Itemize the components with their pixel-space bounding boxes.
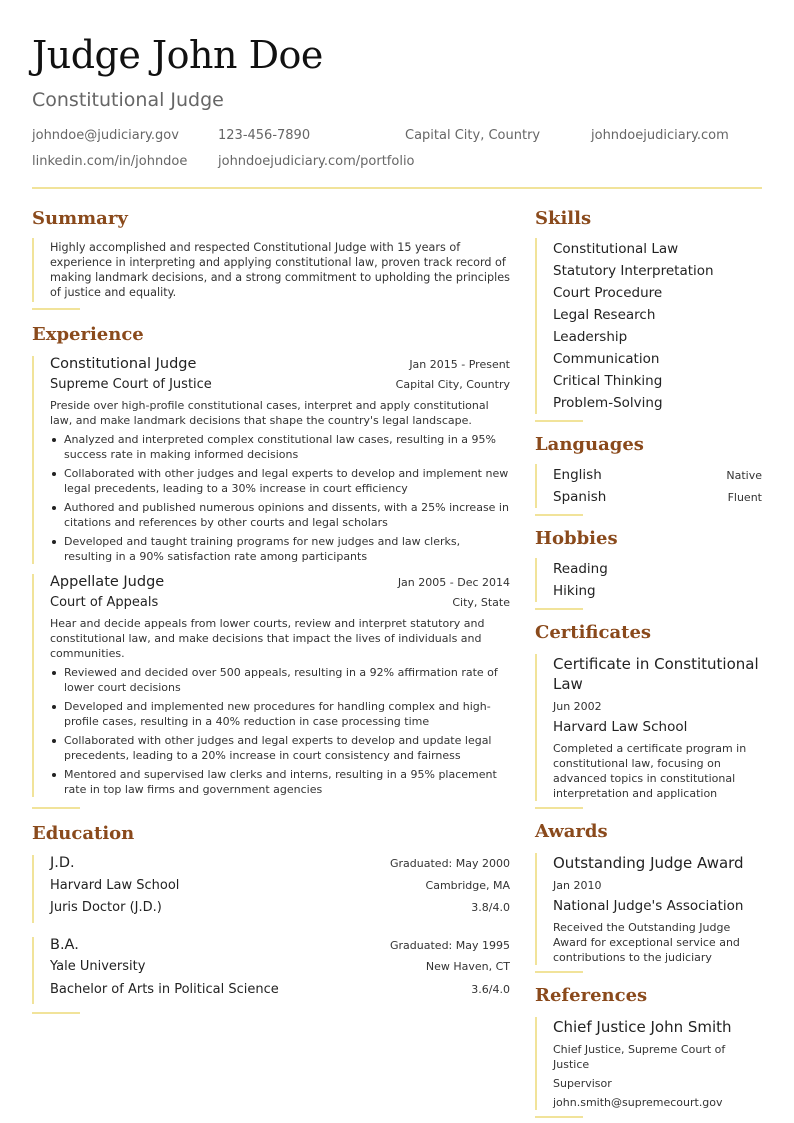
phone-number: 123-456-7890 xyxy=(218,128,311,143)
job-entry xyxy=(32,356,510,564)
references-section xyxy=(535,983,762,1123)
section-divider xyxy=(32,1012,80,1014)
skill-item: Statutory Interpretation xyxy=(553,263,714,279)
references-heading: References xyxy=(535,985,648,1006)
degree-abbr: J.D. xyxy=(50,855,75,871)
certificate-entry xyxy=(535,654,762,801)
job-company: Supreme Court of Justice xyxy=(50,377,212,392)
school-name: Yale University xyxy=(50,959,146,974)
job-date: Jan 2015 - Present xyxy=(409,358,510,371)
experience-heading: Experience xyxy=(32,324,144,345)
language-name: English xyxy=(553,467,602,483)
skill-item: Leadership xyxy=(553,329,628,345)
reference-name: Chief Justice John Smith xyxy=(553,1018,732,1036)
section-divider xyxy=(535,971,583,973)
education-entry xyxy=(32,937,510,1005)
language-name: Spanish xyxy=(553,489,607,505)
summary-section xyxy=(32,206,510,310)
education-entry xyxy=(32,855,510,923)
certificate-date: Jun 2002 xyxy=(553,700,602,713)
languages-heading: Languages xyxy=(535,434,644,455)
language-item xyxy=(553,464,762,486)
header-divider xyxy=(32,187,762,189)
award-description: Received the Outstanding Judge Award for exceptional service and contributions to the judiciary xyxy=(553,921,740,964)
hobbies-heading: Hobbies xyxy=(535,528,618,549)
hobbies-list xyxy=(535,558,762,602)
awards-section xyxy=(535,819,762,973)
skills-section xyxy=(535,206,762,422)
contact-info xyxy=(32,128,762,180)
award-issuer: National Judge's Association xyxy=(553,898,744,914)
summary-heading: Summary xyxy=(32,208,128,229)
job-title: Appellate Judge xyxy=(50,574,165,590)
graduation-date: Graduated: May 2000 xyxy=(390,857,510,870)
reference-entry xyxy=(535,1017,762,1110)
degree-field: Juris Doctor (J.D.) xyxy=(50,900,162,915)
achievement-item: Developed and taught training programs for new judges and law clerks, resulting in a 90% satisfaction rate among participants xyxy=(50,534,510,564)
degree-abbr: B.A. xyxy=(50,936,79,953)
section-divider xyxy=(535,608,583,610)
contact-row xyxy=(32,154,762,180)
section-divider xyxy=(535,514,583,516)
certificate-description: Completed a certificate program in constitutional law, focusing on advanced topics in constitutional interpretation and application xyxy=(553,742,747,800)
award-entry xyxy=(535,853,762,965)
achievement-item: Analyzed and interpreted complex constitutional law cases, resulting in a 95% success rate in making informed decisions xyxy=(50,432,510,462)
summary-text: Highly accomplished and respected Constitutional Judge with 15 years of experience in interpreting and applying constitutional law, proven track record of making landmark decisions, and a strong commitment to upholding the principles of justice and equality. xyxy=(50,241,510,299)
experience-section xyxy=(32,322,510,809)
skill-item: Constitutional Law xyxy=(553,241,679,257)
achievement-item: Authored and published numerous opinions and dissents, with a 25% increase in citations and references by other courts and legal scholars xyxy=(50,500,510,530)
candidate-title: Constitutional Judge xyxy=(32,89,224,111)
candidate-name: Judge John Doe xyxy=(32,33,323,77)
contact-row xyxy=(32,128,762,154)
job-location: Capital City, Country xyxy=(395,378,510,391)
language-level: Fluent xyxy=(727,491,762,504)
hobby-item: Reading xyxy=(553,561,608,577)
languages-section xyxy=(535,432,762,516)
job-location: City, State xyxy=(452,596,510,609)
achievement-item: Reviewed and decided over 500 appeals, resulting in a 92% affirmation rate of lower court decisions xyxy=(50,665,510,695)
achievement-item: Collaborated with other judges and legal experts to develop and update legal precedents, leading to a 20% increase in court consistency and fairness xyxy=(50,733,510,763)
language-item xyxy=(553,486,762,508)
certificates-section xyxy=(535,620,762,809)
reference-email[interactable]: john.smith@supremecourt.gov xyxy=(553,1096,723,1109)
job-achievements xyxy=(50,432,510,564)
location: Capital City, Country xyxy=(405,128,541,143)
school-name: Harvard Law School xyxy=(50,877,180,893)
achievement-item: Developed and implemented new procedures for handling complex and high-profile cases, resulting in a 40% reduction in case processing time xyxy=(50,699,510,729)
skills-list xyxy=(535,238,762,414)
main-column xyxy=(32,206,510,1026)
graduation-date: Graduated: May 1995 xyxy=(390,938,510,952)
hobbies-section xyxy=(535,526,762,610)
certificate-issuer: Harvard Law School xyxy=(553,719,688,735)
portfolio-link[interactable]: johndoejudiciary.com/portfolio xyxy=(218,154,415,169)
website-link[interactable]: johndoejudiciary.com xyxy=(591,128,729,143)
skill-item: Problem-Solving xyxy=(553,395,663,411)
hobby-item: Hiking xyxy=(553,583,596,599)
skill-item: Communication xyxy=(553,351,660,367)
school-location: New Haven, CT xyxy=(425,960,510,973)
job-description: Preside over high-profile constitutional cases, interpret and apply constitutional law, and make landmark decisions that shape the country's legal landscape. xyxy=(50,399,489,427)
job-date: Jan 2005 - Dec 2014 xyxy=(397,576,510,589)
skill-item: Court Procedure xyxy=(553,285,663,301)
skills-heading: Skills xyxy=(535,208,592,229)
job-company: Court of Appeals xyxy=(50,595,159,610)
skill-item: Critical Thinking xyxy=(553,373,663,389)
job-description: Hear and decide appeals from lower courts, review and interpret statutory and constitutional law, and make decisions that impact the lives of individuals and communities. xyxy=(50,617,485,660)
job-title: Constitutional Judge xyxy=(50,356,197,372)
degree-field: Bachelor of Arts in Political Science xyxy=(50,981,279,997)
achievement-item: Mentored and supervised law clerks and interns, resulting in a 95% placement rate in top law firms and government agencies xyxy=(50,767,510,797)
gpa: 3.8/4.0 xyxy=(471,901,510,914)
certificate-title: Certificate in Constitutional Law xyxy=(553,655,759,693)
section-divider xyxy=(535,807,583,809)
achievement-item: Collaborated with other judges and legal experts to develop and implement new legal precedents, leading to a 30% increase in court efficiency xyxy=(50,466,510,496)
reference-position: Chief Justice, Supreme Court of Justice xyxy=(553,1043,726,1071)
language-level: Native xyxy=(726,469,762,482)
linkedin-link[interactable]: linkedin.com/in/johndoe xyxy=(32,154,188,169)
section-divider xyxy=(535,1116,583,1118)
awards-heading: Awards xyxy=(535,821,608,842)
award-title: Outstanding Judge Award xyxy=(553,854,744,872)
section-divider xyxy=(32,308,80,310)
section-divider xyxy=(535,420,583,422)
award-date: Jan 2010 xyxy=(553,879,602,892)
languages-list xyxy=(535,464,762,508)
section-divider xyxy=(32,807,80,809)
sidebar-column xyxy=(535,206,762,1123)
education-section xyxy=(32,821,510,1014)
job-entry xyxy=(32,574,510,797)
reference-relation: Supervisor xyxy=(553,1077,612,1090)
skill-item: Legal Research xyxy=(553,307,656,323)
certificates-heading: Certificates xyxy=(535,622,652,643)
gpa: 3.6/4.0 xyxy=(471,982,510,996)
email-link[interactable]: johndoe@judiciary.gov xyxy=(32,128,179,143)
education-heading: Education xyxy=(32,823,135,844)
school-location: Cambridge, MA xyxy=(425,878,510,892)
resume-page xyxy=(32,0,762,1123)
job-achievements xyxy=(50,665,510,797)
summary-block xyxy=(32,238,510,302)
